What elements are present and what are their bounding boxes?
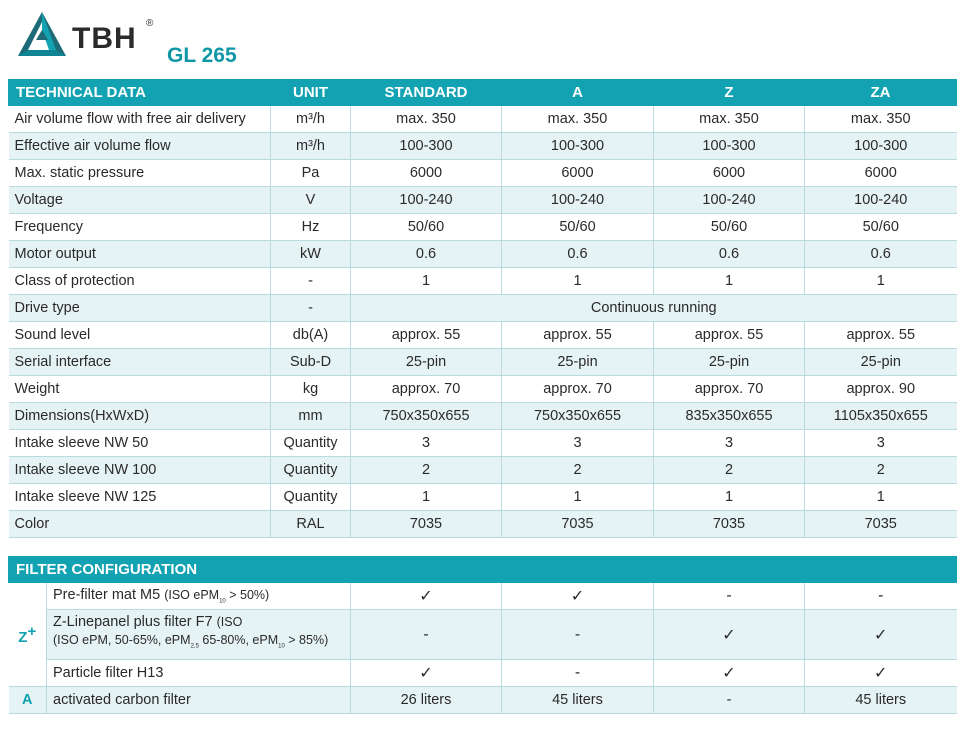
table-row xyxy=(9,511,957,538)
filter-configuration-title: FILTER CONFIGURATION xyxy=(9,557,957,583)
value-cell: 100-240 xyxy=(351,187,502,214)
value-cell: 2 xyxy=(502,457,654,484)
value-cell: 0.6 xyxy=(805,241,957,268)
filter-label xyxy=(47,610,351,660)
table-row xyxy=(9,268,957,295)
col-z: Z xyxy=(654,80,805,106)
row-unit: m³/h xyxy=(271,133,351,160)
value-cell: 1 xyxy=(351,484,502,511)
filter-cell: - xyxy=(805,583,957,610)
value-cell: 3 xyxy=(502,430,654,457)
row-unit: Pa xyxy=(271,160,351,187)
linepanel-label: Z-Linepanel plus filter F7 xyxy=(53,614,213,631)
value-cell: 3 xyxy=(351,430,502,457)
value-cell: 6000 xyxy=(502,160,654,187)
row-unit: m³/h xyxy=(271,106,351,133)
filter-cell: 45 liters xyxy=(805,687,957,714)
value-cell: 100-300 xyxy=(502,133,654,160)
value-cell: approx. 70 xyxy=(654,376,805,403)
row-label: Class of protection xyxy=(9,268,271,295)
value-cell: 50/60 xyxy=(502,214,654,241)
carbon-filter-label: activated carbon filter xyxy=(47,687,351,714)
filter-cell: - xyxy=(654,687,805,714)
table-row xyxy=(9,187,957,214)
header xyxy=(0,0,967,78)
z-plus-label xyxy=(9,583,47,687)
row-label: Voltage xyxy=(9,187,271,214)
filter-cell: - xyxy=(502,660,654,687)
prefilter-note: (ISO ePM$_{10}$ > 50%) xyxy=(164,588,270,605)
linepanel-note-line2: (ISO ePM, 50-65%, ePM$_{2,5}$ 65-80%, ePM$_{10}$ > 85%) xyxy=(53,633,329,650)
value-cell: 750x350x655 xyxy=(502,403,654,430)
value-cell: approx. 90 xyxy=(805,376,957,403)
value-cell: 2 xyxy=(654,457,805,484)
row-label: Color xyxy=(9,511,271,538)
filter-cell: ✓ xyxy=(351,660,502,687)
row-label: Frequency xyxy=(9,214,271,241)
merged-cell: Continuous running xyxy=(351,295,957,322)
row-unit: Quantity xyxy=(271,484,351,511)
value-cell: 50/60 xyxy=(805,214,957,241)
value-cell: max. 350 xyxy=(502,106,654,133)
table-row xyxy=(9,583,957,610)
col-za: ZA xyxy=(805,80,957,106)
table-row xyxy=(9,430,957,457)
table-row xyxy=(9,214,957,241)
filter-cell: ✓ xyxy=(805,610,957,660)
filter-cell: ✓ xyxy=(502,583,654,610)
filter-cell: - xyxy=(502,610,654,660)
row-label: Intake sleeve NW 50 xyxy=(9,430,271,457)
value-cell: 1 xyxy=(654,268,805,295)
row-label: Air volume flow with free air delivery xyxy=(9,106,271,133)
row-unit: Sub-D xyxy=(271,349,351,376)
value-cell: 50/60 xyxy=(654,214,805,241)
value-cell: 7035 xyxy=(805,511,957,538)
filter-cell: ✓ xyxy=(805,660,957,687)
table-row xyxy=(9,660,957,687)
col-standard: STANDARD xyxy=(351,80,502,106)
row-unit: Hz xyxy=(271,214,351,241)
value-cell: 6000 xyxy=(351,160,502,187)
value-cell: 1 xyxy=(654,484,805,511)
table-row xyxy=(9,687,957,714)
value-cell: approx. 55 xyxy=(654,322,805,349)
table-row xyxy=(9,295,957,322)
value-cell: 0.6 xyxy=(654,241,805,268)
filter-configuration-table xyxy=(8,556,957,714)
value-cell: 3 xyxy=(654,430,805,457)
value-cell: 1 xyxy=(351,268,502,295)
row-label: Max. static pressure xyxy=(9,160,271,187)
row-label: Intake sleeve NW 100 xyxy=(9,457,271,484)
value-cell: 25-pin xyxy=(654,349,805,376)
table-row xyxy=(9,349,957,376)
table-row xyxy=(9,457,957,484)
model-name: GL 265 xyxy=(167,44,237,67)
filter-cell: 26 liters xyxy=(351,687,502,714)
value-cell: 1 xyxy=(502,268,654,295)
particle-filter-label: Particle filter H13 xyxy=(47,660,351,687)
value-cell: 25-pin xyxy=(502,349,654,376)
row-label: Sound level xyxy=(9,322,271,349)
row-label: Motor output xyxy=(9,241,271,268)
value-cell: 100-240 xyxy=(502,187,654,214)
filter-header-row xyxy=(9,557,957,583)
value-cell: 0.6 xyxy=(502,241,654,268)
row-label: Intake sleeve NW 125 xyxy=(9,484,271,511)
value-cell: 50/60 xyxy=(351,214,502,241)
value-cell: approx. 55 xyxy=(805,322,957,349)
a-label: A xyxy=(9,687,47,714)
technical-data-header-row xyxy=(9,80,957,106)
row-label: Dimensions(HxWxD) xyxy=(9,403,271,430)
row-label: Weight xyxy=(9,376,271,403)
value-cell: 6000 xyxy=(654,160,805,187)
filter-cell: - xyxy=(351,610,502,660)
value-cell: 835x350x655 xyxy=(654,403,805,430)
col-technical-data: TECHNICAL DATA xyxy=(9,80,271,106)
col-unit: UNIT xyxy=(271,80,351,106)
registered-mark: ® xyxy=(146,18,154,29)
value-cell: approx. 55 xyxy=(351,322,502,349)
row-unit: Quantity xyxy=(271,457,351,484)
table-row xyxy=(9,241,957,268)
value-cell: 7035 xyxy=(502,511,654,538)
table-row xyxy=(9,160,957,187)
filter-cell: 45 liters xyxy=(502,687,654,714)
value-cell: 100-240 xyxy=(654,187,805,214)
row-unit: Quantity xyxy=(271,430,351,457)
value-cell: 1105x350x655 xyxy=(805,403,957,430)
filter-cell: ✓ xyxy=(654,610,805,660)
table-row xyxy=(9,322,957,349)
prefilter-label: Pre-filter mat M5 xyxy=(53,587,161,604)
value-cell: 750x350x655 xyxy=(351,403,502,430)
value-cell: 100-300 xyxy=(654,133,805,160)
value-cell: max. 350 xyxy=(351,106,502,133)
z-plus-sup: + xyxy=(27,623,37,641)
linepanel-note: (ISO xyxy=(216,615,243,630)
value-cell: 7035 xyxy=(351,511,502,538)
value-cell: approx. 55 xyxy=(502,322,654,349)
table-row xyxy=(9,403,957,430)
value-cell: 2 xyxy=(351,457,502,484)
row-label: Effective air volume flow xyxy=(9,133,271,160)
value-cell: 1 xyxy=(502,484,654,511)
row-unit: mm xyxy=(271,403,351,430)
tbh-logo-icon xyxy=(16,10,68,58)
row-unit: db(A) xyxy=(271,322,351,349)
value-cell: 1 xyxy=(805,268,957,295)
table-row xyxy=(9,610,957,660)
table-row xyxy=(9,106,957,133)
row-label: Drive type xyxy=(9,295,271,322)
brand-name: TBH xyxy=(72,22,137,55)
value-cell: 25-pin xyxy=(351,349,502,376)
row-unit: kW xyxy=(271,241,351,268)
value-cell: 2 xyxy=(805,457,957,484)
row-label: Serial interface xyxy=(9,349,271,376)
value-cell: max. 350 xyxy=(805,106,957,133)
value-cell: 1 xyxy=(805,484,957,511)
value-cell: 25-pin xyxy=(805,349,957,376)
value-cell: max. 350 xyxy=(654,106,805,133)
row-unit: - xyxy=(271,268,351,295)
row-unit: kg xyxy=(271,376,351,403)
value-cell: 6000 xyxy=(805,160,957,187)
value-cell: 3 xyxy=(805,430,957,457)
table-row xyxy=(9,376,957,403)
technical-data-table xyxy=(8,79,957,538)
value-cell: 7035 xyxy=(654,511,805,538)
table-row xyxy=(9,133,957,160)
row-unit: V xyxy=(271,187,351,214)
z-plus-letter: Z xyxy=(18,628,28,646)
row-unit: RAL xyxy=(271,511,351,538)
row-unit: - xyxy=(271,295,351,322)
filter-label xyxy=(47,583,351,610)
filter-cell: - xyxy=(654,583,805,610)
value-cell: approx. 70 xyxy=(351,376,502,403)
table-row xyxy=(9,484,957,511)
value-cell: 0.6 xyxy=(351,241,502,268)
value-cell: 100-240 xyxy=(805,187,957,214)
filter-cell: ✓ xyxy=(351,583,502,610)
col-a: A xyxy=(502,80,654,106)
value-cell: 100-300 xyxy=(805,133,957,160)
value-cell: 100-300 xyxy=(351,133,502,160)
filter-cell: ✓ xyxy=(654,660,805,687)
value-cell: approx. 70 xyxy=(502,376,654,403)
